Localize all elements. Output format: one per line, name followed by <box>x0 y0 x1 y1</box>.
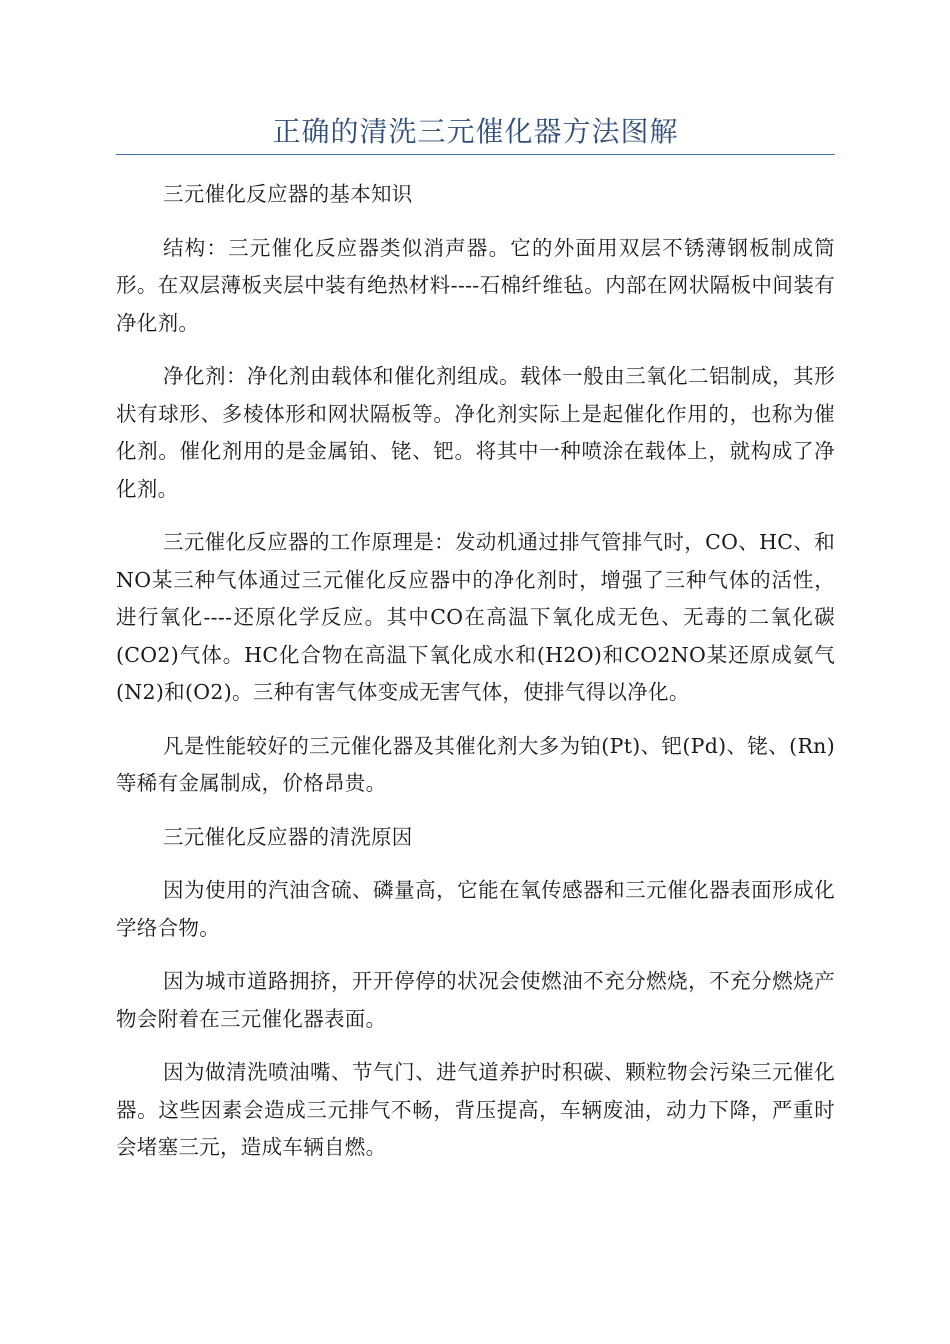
paragraph-reason-traffic: 因为城市道路拥挤，开开停停的状况会使燃油不充分燃烧，不充分燃烧产物会附着在三元催化器表面。 <box>116 969 835 1031</box>
page-title: 正确的清洗三元催化器方法图解 <box>272 115 679 148</box>
title-divider <box>116 154 835 155</box>
document-body <box>116 176 835 1183</box>
paragraph-precious-metals: 凡是性能较好的三元催化器及其催化剂大多为铂(Pt)、钯(Pd)、铑、(Rn)等稀有金属制成，价格昂贵。 <box>116 733 835 795</box>
paragraph-purifier: 净化剂：净化剂由载体和催化剂组成。载体一般由三氧化二铝制成，其形状有球形、多棱体形和网状隔板等。净化剂实际上是起催化作用的，也称为催化剂。催化剂用的是金属铂、铑、钯。将其中一种喷涂在载体上，就构成了净化剂。 <box>116 364 835 501</box>
section-heading-basics: 三元催化反应器的基本知识 <box>163 182 413 206</box>
paragraph-reason-maintenance: 因为做清洗喷油嘴、节气门、进气道养护时积碳、颗粒物会污染三元催化器。这些因素会造成三元排气不畅，背压提高，车辆废油，动力下降，严重时会堵塞三元，造成车辆自燃。 <box>116 1060 835 1159</box>
paragraph-structure: 结构：三元催化反应器类似消声器。它的外面用双层不锈薄钢板制成筒形。在双层薄板夹层中装有绝热材料----石棉纤维毡。内部在网状隔板中间装有净化剂。 <box>116 235 835 335</box>
paragraph-reason-fuel: 因为使用的汽油含硫、磷量高，它能在氧传感器和三元催化器表面形成化学络合物。 <box>116 878 835 940</box>
section-heading-cleaning-reasons: 三元催化反应器的清洗原因 <box>163 824 413 849</box>
paragraph-working-principle: 三元催化反应器的工作原理是：发动机通过排气管排气时，CO、HC、和NO某三种气体通过三元催化反应器中的净化剂时，增强了三种气体的活性，进行氧化----还原化学反应。其中CO在高温下氧化成无色、无毒的二氧化碳(CO2)气体。HC化合物在高温下氧化成水和(H2O)和CO2NO某还原成氨气(N2)和(O2)。三种有害气体变成无害气体，使排气得以净化。 <box>116 530 835 704</box>
